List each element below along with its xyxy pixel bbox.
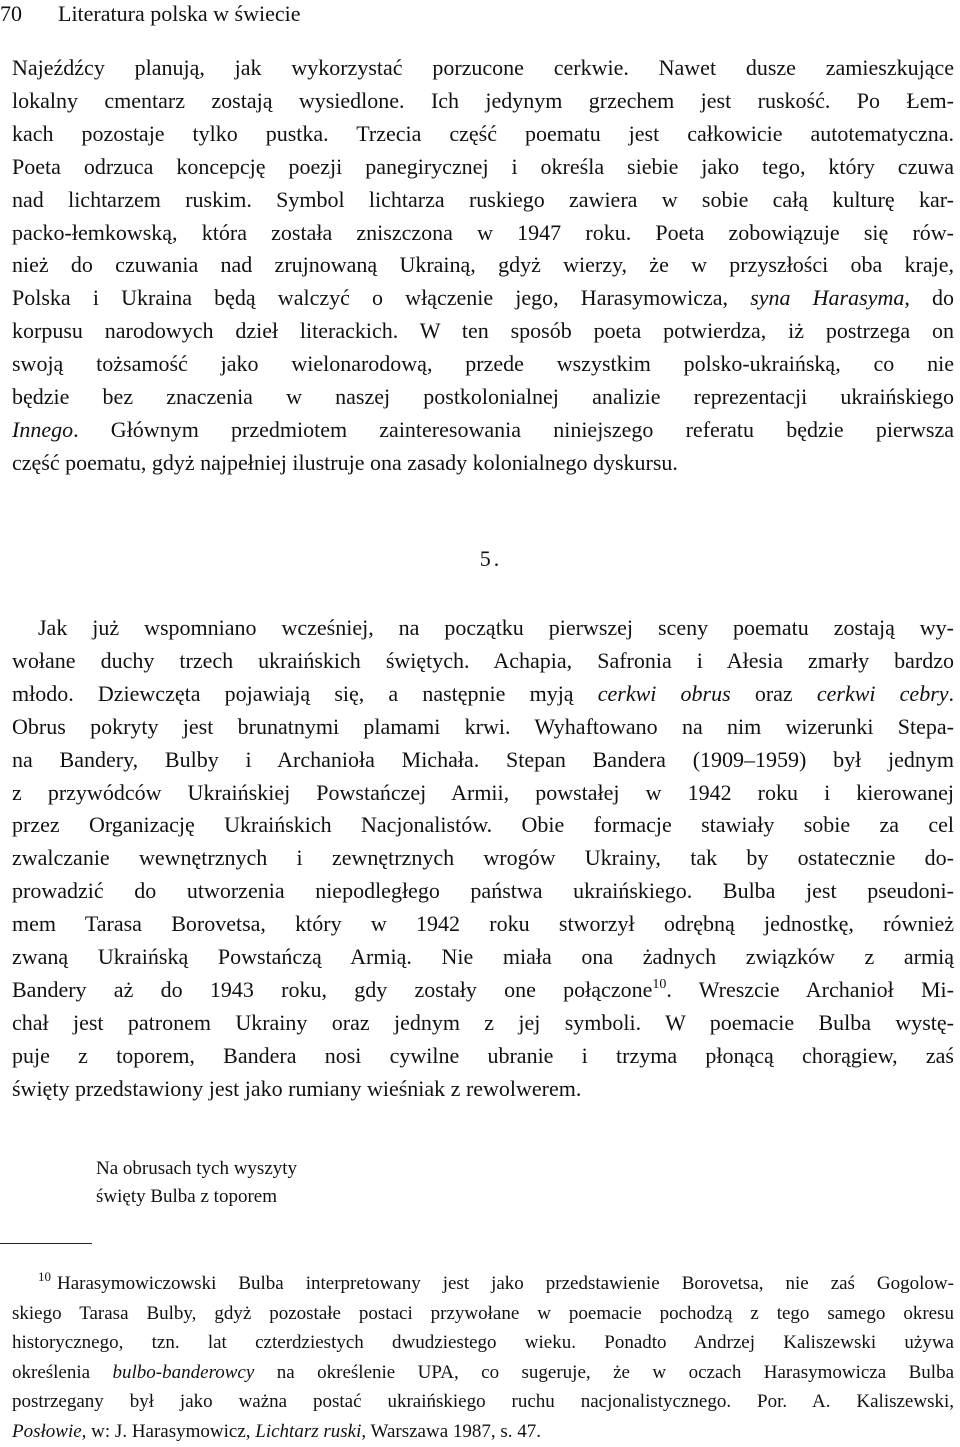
text-line: będzie bez znaczenia w naszej postkolonialnej analizie reprezentacji ukraińskiego [12,384,954,410]
italic-term: Posłowie [12,1420,82,1442]
text-line: z przywódców Ukraińskiej Powstańczej Armii, powstałej w 1942 roku i kierowanej [12,779,954,805]
text-line: Obrus pokryty jest brunatnymi plamami krwi. Wyhaftowano na nim wizerunki Stepa- [12,713,954,739]
text-run: , w: J. Harasymowicz, [81,1420,256,1442]
text-line: chał jest patronem Ukrainy oraz jednym z jej symboli. W poemacie Bulba wystę- [12,1009,954,1035]
text-run: określenia [12,1361,113,1383]
italic-term: cerkwi cebry [816,680,949,706]
text-line: wołane duchy trzech ukraińskich świętych. Achapia, Safronia i Ałesia zmarły bardzo [12,647,954,673]
text-line: Jak już wspomniano wcześniej, na początku pierwszej sceny poematu zostają wy- [38,615,954,640]
text-run: młodo. Dziewczęta pojawiają się, a następnie myją [12,680,598,706]
text-line: nież do czuwania nad zrujnowaną Ukrainą, gdyż wierzy, że w przyszłości oba kraje, [12,252,954,278]
text-run: , Warszawa 1987, s. 47. [361,1420,542,1442]
italic-term: syna Harasyma [750,285,905,311]
text-line: historycznego, tzn. lat czterdziestych dwudziestego wieku. Ponadto Andrzej Kaliszewski używa [12,1332,954,1354]
text-line: przez Organizację Ukraińskich Nacjonalistów. Obie formacje stawiały sobie za cel [12,812,954,838]
text-line [12,1262,954,1299]
text-line: nad lichtarzem ruskim. Symbol lichtarza ruskiego zawiera w sobie całą kulturę kar- [12,186,954,212]
text-line: zwaną Ukraińską Powstańczą Armią. Nie miała ona żadnych związków z armią [12,944,954,970]
italic-term: Innego [12,416,74,442]
page-number: 70 [0,1,22,26]
text-line [12,282,954,315]
running-header [0,0,301,28]
text-line: mem Tarasa Borovetsa, który w 1942 roku stworzył odrębną jednostkę, również [12,911,954,937]
text-run: Polska i Ukraina będą walczyć o włączenie jego, Harasymowicza, [12,285,751,311]
text-line: swoją tożsamość jako wielonarodową, przede wszystkim polsko-ukraińską, co nie [12,351,954,377]
text-line: prowadzić do utworzenia niepodległego państwa ukraińskiego. Bulba jest pseudoni- [12,878,954,904]
footnote [12,1262,954,1447]
text-line [12,414,954,447]
section-number: 5. [479,546,503,571]
text-run: , do [904,285,955,311]
quote-line: Na obrusach tych wyszyty [96,1158,298,1179]
text-line: lokalny cmentarz zostają wysiedlone. Ich jedynym grzechem jest ruskość. Po Łem- [12,87,954,113]
text-line [12,678,954,711]
paragraph-section-5 [12,612,954,1106]
footnote-separator [0,1243,92,1244]
text-line: korpusu narodowych dzieł literackich. W ten sposób poeta potwierdza, iż postrzega on [12,318,954,344]
paragraph-section-4 [12,52,954,480]
italic-term: Lichtarz ruski [255,1420,362,1442]
text-line: packo-łemkowską, która została zniszczona w 1947 roku. Poeta zobowiązuje się rów- [12,219,954,245]
text-line: postrzegany był jako ważna postać ukraińskiego ruchu nacjonalistycznego. Por. A. Kaliszewski, [12,1391,954,1413]
text-line: kach pozostaje tylko pustka. Trzecia część poematu jest całkowicie autotematyczna. [12,120,954,146]
text-run: . Głównym przedmiotem zainteresowania niniejszego referatu będzie pierwsza [73,416,954,442]
footnote-mark: 10 [38,1269,51,1284]
italic-term: bulbo-banderowcy [112,1361,255,1383]
poem-quote [96,1155,297,1211]
text-line: na Bandery, Bulby i Archanioła Michała. Stepan Bandera (1909–1959) był jednym [12,746,954,772]
italic-term: cerkwi obrus [597,680,731,706]
text-run: Harasymowiczowski Bulba interpretowany jest jako przedstawienie Borovetsa, nie zaś Gogolow- [57,1273,954,1294]
text-line: Najeźdźcy planują, jak wykorzystać porzucone cerkwie. Nawet dusze zamieszkujące [12,55,954,80]
text-line: święty przedstawiony jest jako rumiany wieśniak z rewolwerem. [12,1075,582,1101]
text-line: zwalczanie wewnętrznych i zewnętrznych wrogów Ukrainy, tak by ostatecznie do- [12,845,954,871]
running-title: Literatura polska w świecie [58,1,301,26]
text-line: Poeta odrzuca koncepcję poezji panegirycznej i określa siebie jako tego, który czuwa [12,153,954,179]
text-line: puje z toporem, Bandera nosi cywilne ubranie i trzyma płonącą chorągiew, zaś [12,1042,954,1068]
text-line [12,974,954,1007]
text-line: skiego Tarasa Bulby, gdyż pozostałe postaci przywołane w poemacie pochodzą z tego samego okresu [12,1302,954,1324]
text-run: . [948,680,955,706]
text-run: oraz [730,680,817,706]
text-line: część poematu, gdyż najpełniej ilustruje ona zasady kolonialnego dyskursu. [12,449,678,475]
quote-line: święty Bulba z toporem [96,1186,277,1207]
text-run: . Wreszcie Archanioł Mi- [666,976,954,1002]
text-run: na określenie UPA, co sugeruje, że w oczach Harasymowicza Bulba [254,1361,954,1383]
footnote-reference[interactable]: 10 [652,976,667,992]
text-line [12,1358,954,1388]
text-run: Bandery aż do 1943 roku, gdy zostały one połączone [12,976,653,1002]
